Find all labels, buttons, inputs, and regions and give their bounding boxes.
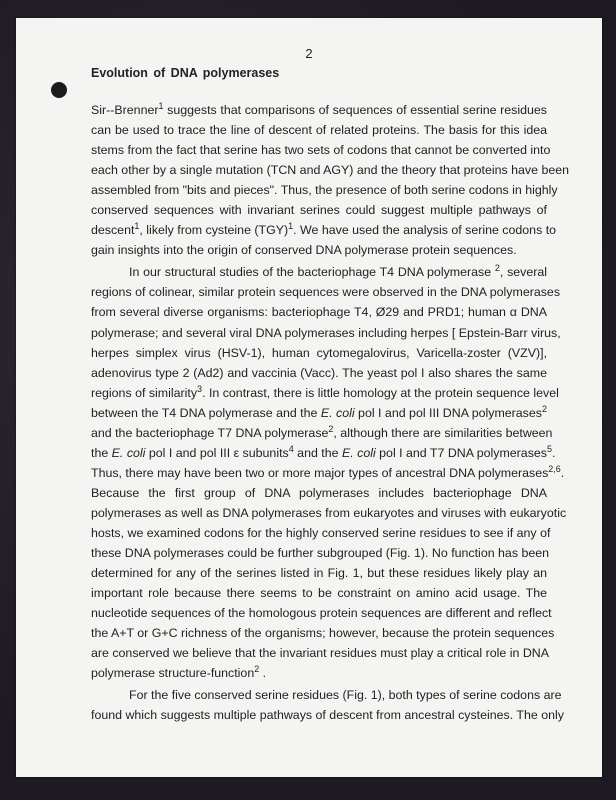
text-line: between the T4 DNA polymerase and the E. coli pol I and pol III DNA polymerases$^2$ <box>91 403 547 420</box>
text-line: these DNA polymerases could be further subgrouped (Fig. 1). No function has been <box>91 546 550 561</box>
text-line: each other by a single mutation (TCN and AGY) and the theory that proteins have been <box>91 163 570 178</box>
reference-superscript: 3 <box>197 383 203 394</box>
text-line: from several diverse organisms: bacteriophage T4, Ø29 and PRD1; human α DNA <box>91 305 547 320</box>
text-line: the E. coli pol I and pol III ε subunits$^4$ and the E. coli pol I and T7 DNA polymerases$^5$. <box>91 443 556 460</box>
text-line: stems from the fact that serine has two sets of codons that cannot be converted into <box>91 143 551 158</box>
paragraph <box>91 262 567 683</box>
text-line: polymerases as well as DNA polymerases from eukaryotes and viruses with eukaryotic <box>91 505 567 520</box>
reference-superscript: 2 <box>328 423 334 434</box>
italic-term: E. coli <box>341 445 376 460</box>
reference-superscript: 5 <box>546 443 552 454</box>
reference-superscript: 4 <box>288 443 294 454</box>
text-line: adenovirus type 2 (Ad2) and vaccinia (Vacc). The yeast pol I also shares the same <box>91 365 547 380</box>
document-title: Evolution of DNA polymerases <box>91 66 280 80</box>
paragraph <box>91 685 564 725</box>
italic-term: E. coli <box>320 405 355 420</box>
text-line: For the five conserved serine residues (Fig. 1), both types of serine codons are <box>129 688 562 703</box>
italic-term: E. coli <box>111 445 146 460</box>
text-line: can be used to trace the line of descent of related proteins. The basis for this idea <box>91 123 547 138</box>
document-page <box>16 18 602 777</box>
text-line: regions of colinear, similar protein sequences were observed in the DNA polymerases <box>91 285 561 300</box>
text-line: Sir--Brenner$^1$ suggests that comparisons of sequences of essential serine residues <box>91 101 547 117</box>
text-line: important role because there seems to be constraint on amino acid usage. The <box>91 586 547 601</box>
text-line: the A+T or G+C richness of the organisms; however, because the protein sequences <box>91 626 555 641</box>
text-line: polymerase structure-function$^2$ . <box>91 664 267 681</box>
text-line: found which suggests multiple pathways of descent from ancestral cysteines. The only <box>91 708 564 723</box>
text-line: Because the first group of DNA polymerases includes bacteriophage DNA <box>91 485 547 500</box>
paragraph <box>91 100 570 260</box>
text-line: polymerase; and several viral DNA polymerases including herpes [ Epstein-Barr virus, <box>91 325 561 340</box>
reference-superscript: 2,6 <box>548 463 561 474</box>
reference-superscript: 1 <box>158 101 164 111</box>
text-line: In our structural studies of the bacteriophage T4 DNA polymerase $^2$, several <box>129 263 548 280</box>
text-line: determined for any of the serines listed in Fig. 1, but these residues likely play an <box>91 566 547 581</box>
page-number: 2 <box>305 46 313 61</box>
text-line: gain insights into the origin of conserved DNA polymerase protein sequences. <box>91 243 517 258</box>
reference-superscript: 2 <box>494 263 500 274</box>
text-line: nucleotide sequences of the homologous protein sequences are different and reflect <box>91 606 552 621</box>
text-line: regions of similarity$^3$. In contrast, there is little homology at the protein sequence level <box>91 383 559 400</box>
text-line: are conserved we believe that the invariant residues must play a critical role in DNA <box>91 646 549 661</box>
text-line: conserved sequences with invariant serines could suggest multiple pathways of <box>91 203 547 218</box>
reference-superscript: 1 <box>134 221 140 232</box>
text-line: and the bacteriophage T7 DNA polymerase$^2$, although there are similarities between <box>91 423 553 440</box>
punch-hole <box>51 82 67 98</box>
reference-superscript: 2 <box>541 403 547 414</box>
text-line: descent$^1$, likely from cysteine (TGY)$^1$. We have used the analysis of serine codons to <box>91 221 557 238</box>
reference-superscript: 2 <box>254 664 260 675</box>
text-line: herpes simplex virus (HSV-1), human cytomegalovirus, Varicella-zoster (VZV)], <box>91 345 547 360</box>
reference-superscript: 1 <box>288 221 294 232</box>
text-line: Thus, there may have been two or more major types of ancestral DNA polymerases$^{2,6}$. <box>91 463 565 480</box>
text-line: assembled from "bits and pieces". Thus, the presence of both serine codons in highly <box>91 183 558 198</box>
text-line: hosts, we examined codons for the highly conserved serine residues to see if any of <box>91 526 551 540</box>
